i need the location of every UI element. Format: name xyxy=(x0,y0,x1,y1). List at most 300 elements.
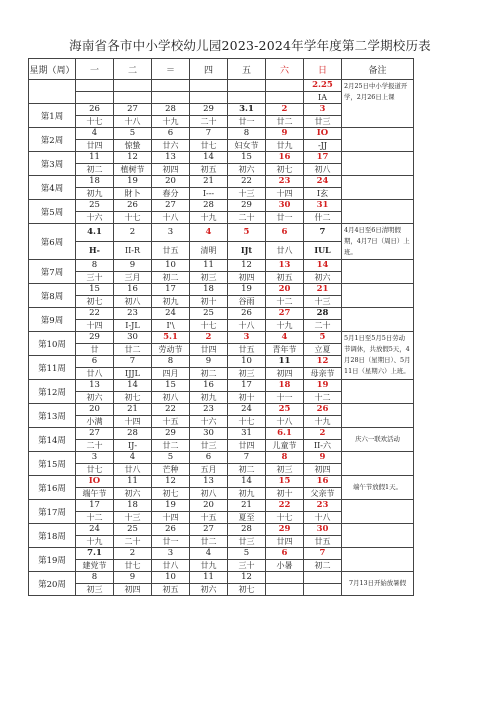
lunar-cell: 十四 xyxy=(266,188,304,200)
lunar-cell: 初八 xyxy=(114,296,152,308)
lunar-cell: I-JL xyxy=(114,320,152,332)
lunar-cell: 初十 xyxy=(190,296,228,308)
week-row-dates xyxy=(29,176,414,188)
lunar-cell: 初十 xyxy=(266,488,304,500)
date-cell: 11 xyxy=(76,152,114,164)
lunar-cell: 十二 xyxy=(266,296,304,308)
lunar-cell: 初九 xyxy=(152,296,190,308)
date-cell: 17 xyxy=(76,500,114,512)
week-label: 第8周 xyxy=(29,284,76,308)
date-cell: 27 xyxy=(76,428,114,440)
date-cell: 30 xyxy=(190,428,228,440)
date-cell: 24 xyxy=(304,176,342,188)
lunar-cell: 廿 xyxy=(76,344,114,356)
empty-lunar-cell xyxy=(114,92,152,104)
lunar-cell: 初二 xyxy=(190,368,228,380)
lunar-cell: H- xyxy=(76,242,114,260)
week-row-dates xyxy=(29,572,414,584)
lunar-cell: 十八 xyxy=(304,512,342,524)
date-cell: 16 xyxy=(266,152,304,164)
week-label: 第12周 xyxy=(29,380,76,404)
lunar-cell: 十七 xyxy=(190,320,228,332)
date-cell: 12 xyxy=(228,572,266,584)
date-cell: 9 xyxy=(190,356,228,368)
date-cell: 4 xyxy=(190,548,228,560)
lunar-cell: 十六 xyxy=(190,416,228,428)
date-cell xyxy=(304,572,342,584)
date-cell: 24 xyxy=(76,524,114,536)
week-label: 第14周 xyxy=(29,428,76,452)
date-cell: 9 xyxy=(304,452,342,464)
week-label: 第3周 xyxy=(29,152,76,176)
empty-date-cell xyxy=(152,80,190,92)
week-label: 第15周 xyxy=(29,452,76,476)
date-cell: 11 xyxy=(190,260,228,272)
lunar-cell: 夏至 xyxy=(228,512,266,524)
lunar-cell: 初四 xyxy=(152,164,190,176)
date-cell: 23 xyxy=(266,176,304,188)
date-cell: 29 xyxy=(152,428,190,440)
date-cell: 11 xyxy=(114,476,152,488)
date-cell: 2 xyxy=(114,224,152,242)
header-wed: ＝ xyxy=(152,59,190,80)
lunar-cell: 廿七 xyxy=(114,560,152,572)
week-label: 第4周 xyxy=(29,176,76,200)
date-cell: 5 xyxy=(228,224,266,242)
lunar-cell: 廿一 xyxy=(228,116,266,128)
date-cell: 22 xyxy=(266,500,304,512)
lunar-cell: 十四 xyxy=(114,416,152,428)
lunar-cell: 初二 xyxy=(76,164,114,176)
lunar-cell: 初四 xyxy=(266,368,304,380)
lunar-cell: 廿四 xyxy=(228,440,266,452)
week-row-dates xyxy=(29,404,414,416)
lunar-cell: -JJ xyxy=(304,140,342,152)
date-cell: 4 xyxy=(190,224,228,242)
lunar-cell: 初三 xyxy=(228,368,266,380)
week-label: 第17周 xyxy=(29,500,76,524)
lunar-cell: 初四 xyxy=(228,272,266,284)
date-cell: 10 xyxy=(152,572,190,584)
lunar-cell: 二十 xyxy=(228,212,266,224)
week-label-empty xyxy=(29,80,76,104)
date-cell: 30 xyxy=(266,200,304,212)
lunar-cell: 二十 xyxy=(76,440,114,452)
lunar-cell: 十一 xyxy=(266,392,304,404)
note-n6: 4月4日至6日清明假期，4月7日（周日）上班。 xyxy=(342,224,414,260)
lunar-cell: 二十 xyxy=(114,536,152,548)
note-empty xyxy=(342,524,414,548)
lunar-cell: IJ- xyxy=(114,440,152,452)
date-cell: 26 xyxy=(228,308,266,320)
date-cell: 7 xyxy=(304,548,342,560)
lunar-cell: 十七 xyxy=(266,512,304,524)
lunar-cell: 初六 xyxy=(190,584,228,596)
date-cell: 5 xyxy=(304,332,342,344)
date-cell: 2 xyxy=(266,104,304,116)
date-cell: 15 xyxy=(228,152,266,164)
lunar-cell: 廿八 xyxy=(266,242,304,260)
date-cell: 2.25 xyxy=(304,80,342,92)
lunar-cell: 廿七 xyxy=(76,464,114,476)
date-cell: 3.1 xyxy=(228,104,266,116)
date-cell: 12 xyxy=(228,260,266,272)
date-cell: 11 xyxy=(266,356,304,368)
date-cell: 19 xyxy=(114,176,152,188)
lunar-cell: 谷雨 xyxy=(228,296,266,308)
note-week-1: 2月25日中小学报道开学，2月26日上课 xyxy=(342,80,414,128)
date-cell: 19 xyxy=(228,284,266,296)
date-cell: 25 xyxy=(114,524,152,536)
week-row-dates xyxy=(29,380,414,392)
lunar-cell: 十五 xyxy=(190,512,228,524)
lunar-cell: 廿四 xyxy=(76,140,114,152)
lunar-cell: 立夏 xyxy=(304,344,342,356)
note-empty xyxy=(342,404,414,428)
note-empty xyxy=(342,308,414,332)
week-row-dates xyxy=(29,428,414,440)
lunar-cell: 廿七 xyxy=(190,140,228,152)
date-cell: 18 xyxy=(76,176,114,188)
note-empty xyxy=(342,176,414,200)
lunar-cell: 初三 xyxy=(190,272,228,284)
date-cell: 16 xyxy=(114,284,152,296)
week-row-dates xyxy=(29,476,414,488)
lunar-cell: IA xyxy=(304,92,342,104)
date-cell: 3 xyxy=(76,452,114,464)
note-empty xyxy=(342,200,414,224)
lunar-cell: 初七 xyxy=(152,488,190,500)
note-n20: 7月13日开始放暑假 xyxy=(342,572,414,596)
date-cell: 27 xyxy=(266,308,304,320)
date-cell: 29 xyxy=(266,524,304,536)
lunar-cell: 十六 xyxy=(76,212,114,224)
lunar-cell: 廿三 xyxy=(228,536,266,548)
date-cell: 6 xyxy=(266,548,304,560)
lunar-cell: 劳动节 xyxy=(152,344,190,356)
date-cell: 18 xyxy=(114,500,152,512)
lunar-cell: 儿童节 xyxy=(266,440,304,452)
lunar-cell: 廿五 xyxy=(228,344,266,356)
note-empty xyxy=(342,152,414,176)
lunar-cell: 小满 xyxy=(76,416,114,428)
date-cell: 26 xyxy=(304,404,342,416)
date-cell: 13 xyxy=(190,476,228,488)
lunar-cell: 春分 xyxy=(152,188,190,200)
note-empty xyxy=(342,380,414,404)
date-cell: 6 xyxy=(190,452,228,464)
note-empty xyxy=(342,260,414,284)
date-cell: 16 xyxy=(190,380,228,392)
week-label: 第10周 xyxy=(29,332,76,356)
lunar-cell: 十九 xyxy=(152,116,190,128)
lunar-cell: 初五 xyxy=(152,584,190,596)
lunar-cell: 初六 xyxy=(76,392,114,404)
lunar-cell: 初九 xyxy=(190,392,228,404)
lunar-cell: 十二 xyxy=(304,392,342,404)
lunar-cell: 什二 xyxy=(304,212,342,224)
date-cell: 28 xyxy=(114,428,152,440)
date-cell: 4 xyxy=(266,332,304,344)
date-cell: 23 xyxy=(114,308,152,320)
date-cell: 15 xyxy=(76,284,114,296)
lunar-cell: IUL xyxy=(304,242,342,260)
date-cell: IO xyxy=(304,128,342,140)
date-cell: 4.1 xyxy=(76,224,114,242)
lunar-cell: 廿二 xyxy=(190,536,228,548)
week-label: 第1周 xyxy=(29,104,76,128)
header-thu: 四 xyxy=(190,59,228,80)
lunar-cell: 十八 xyxy=(228,320,266,332)
row-prelude-dates xyxy=(29,80,414,92)
lunar-cell: 十七 xyxy=(228,416,266,428)
lunar-cell: 初三 xyxy=(76,584,114,596)
week-row-dates xyxy=(29,260,414,272)
lunar-cell: 十九 xyxy=(304,416,342,428)
date-cell: 27 xyxy=(152,200,190,212)
empty-date-cell xyxy=(228,80,266,92)
lunar-cell: 父亲节 xyxy=(304,488,342,500)
lunar-cell: 初八 xyxy=(304,164,342,176)
date-cell: 15 xyxy=(152,380,190,392)
lunar-cell: 小暑 xyxy=(266,560,304,572)
lunar-cell: 芒种 xyxy=(152,464,190,476)
date-cell: 5.1 xyxy=(152,332,190,344)
week-label: 第9周 xyxy=(29,308,76,332)
week-label: 第7周 xyxy=(29,260,76,284)
lunar-cell: 三十 xyxy=(228,560,266,572)
lunar-cell: 初四 xyxy=(114,584,152,596)
lunar-cell: 初七 xyxy=(266,164,304,176)
lunar-cell: 十九 xyxy=(76,536,114,548)
empty-date-cell xyxy=(114,80,152,92)
date-cell: 2 xyxy=(304,428,342,440)
date-cell: 20 xyxy=(152,176,190,188)
date-cell: 21 xyxy=(114,404,152,416)
lunar-cell: 初九 xyxy=(228,488,266,500)
date-cell: 29 xyxy=(76,332,114,344)
note-n10: 5月1日至5月5日劳动节调休，共放假5天，4月28日（星期日）、5月11日（星期六）上班。 xyxy=(342,332,414,380)
lunar-cell: 十三 xyxy=(228,188,266,200)
date-cell: 20 xyxy=(190,500,228,512)
lunar-cell: 廿一 xyxy=(152,536,190,548)
date-cell: 18 xyxy=(190,284,228,296)
lunar-cell: 初二 xyxy=(228,464,266,476)
lunar-cell: 十二 xyxy=(76,512,114,524)
empty-lunar-cell xyxy=(266,92,304,104)
date-cell: 20 xyxy=(76,404,114,416)
lunar-cell: 惊蛰 xyxy=(114,140,152,152)
week-row-dates xyxy=(29,308,414,320)
lunar-cell: 四月 xyxy=(152,368,190,380)
date-cell: 8 xyxy=(228,128,266,140)
lunar-cell: 廿八 xyxy=(114,464,152,476)
date-cell: 17 xyxy=(304,152,342,164)
school-calendar-table xyxy=(28,58,414,596)
date-cell: 23 xyxy=(304,500,342,512)
date-cell: 8 xyxy=(76,260,114,272)
lunar-cell: 二十 xyxy=(190,116,228,128)
date-cell: 25 xyxy=(266,404,304,416)
lunar-cell: I'\ xyxy=(152,320,190,332)
empty-lunar-cell xyxy=(228,92,266,104)
lunar-cell: 三月 xyxy=(114,272,152,284)
date-cell: 22 xyxy=(76,308,114,320)
date-cell: 3 xyxy=(152,224,190,242)
date-cell: 21 xyxy=(228,500,266,512)
date-cell: 4 xyxy=(114,452,152,464)
header-sun: 日 xyxy=(304,59,342,80)
week-row-dates xyxy=(29,284,414,296)
lunar-cell: 初七 xyxy=(228,584,266,596)
date-cell: 12 xyxy=(304,356,342,368)
date-cell: 3 xyxy=(228,332,266,344)
lunar-cell: 端午节 xyxy=(76,488,114,500)
week-row-dates xyxy=(29,452,414,464)
date-cell: 22 xyxy=(228,176,266,188)
date-cell: 8 xyxy=(152,356,190,368)
date-cell: 25 xyxy=(190,308,228,320)
note-empty xyxy=(342,500,414,524)
lunar-cell: 廿九 xyxy=(190,560,228,572)
date-cell: 6.1 xyxy=(266,428,304,440)
date-cell: 10 xyxy=(228,356,266,368)
lunar-cell: 初八 xyxy=(190,488,228,500)
date-cell: 28 xyxy=(304,308,342,320)
date-cell: 28 xyxy=(152,104,190,116)
header-fri: 五 xyxy=(228,59,266,80)
lunar-cell: 十五 xyxy=(152,416,190,428)
week-label: 第19周 xyxy=(29,548,76,572)
date-cell: 5 xyxy=(114,128,152,140)
lunar-cell: 初十 xyxy=(228,392,266,404)
lunar-cell: II-R xyxy=(114,242,152,260)
week-label: 第2周 xyxy=(29,128,76,152)
date-cell: 7 xyxy=(190,128,228,140)
date-cell: 6 xyxy=(152,128,190,140)
lunar-cell: 十七 xyxy=(114,212,152,224)
week-row-dates xyxy=(29,152,414,164)
header-mon: 一 xyxy=(76,59,114,80)
date-cell: 6 xyxy=(266,224,304,242)
week-row-dates xyxy=(29,500,414,512)
date-cell: 17 xyxy=(228,380,266,392)
header-row xyxy=(29,59,414,80)
empty-lunar-cell xyxy=(190,92,228,104)
date-cell: 30 xyxy=(304,524,342,536)
date-cell: 13 xyxy=(152,152,190,164)
week-label: 第20周 xyxy=(29,572,76,596)
calendar-body xyxy=(29,80,414,596)
week-label: 第5周 xyxy=(29,200,76,224)
date-cell: 21 xyxy=(190,176,228,188)
date-cell: 24 xyxy=(228,404,266,416)
date-cell: 29 xyxy=(228,200,266,212)
week-label: 第16周 xyxy=(29,476,76,500)
lunar-cell: 初六 xyxy=(114,488,152,500)
lunar-cell: 十九 xyxy=(266,320,304,332)
date-cell: 15 xyxy=(266,476,304,488)
lunar-cell: 十四 xyxy=(152,512,190,524)
lunar-cell xyxy=(266,584,304,596)
week-row-dates xyxy=(29,224,414,242)
note-empty xyxy=(342,548,414,572)
lunar-cell: 初二 xyxy=(152,272,190,284)
lunar-cell: 十八 xyxy=(152,212,190,224)
date-cell: 18 xyxy=(266,380,304,392)
date-cell: 8 xyxy=(266,452,304,464)
week-row-dates xyxy=(29,332,414,344)
date-cell: 23 xyxy=(190,404,228,416)
lunar-cell: 清明 xyxy=(190,242,228,260)
note-empty xyxy=(342,452,414,476)
date-cell: 5 xyxy=(228,548,266,560)
date-cell: 13 xyxy=(76,380,114,392)
date-cell: 26 xyxy=(114,200,152,212)
lunar-cell: 十八 xyxy=(266,416,304,428)
lunar-cell: 建党节 xyxy=(76,560,114,572)
week-row-dates xyxy=(29,548,414,560)
date-cell: 21 xyxy=(304,284,342,296)
lunar-cell: 初五 xyxy=(190,164,228,176)
date-cell: 11 xyxy=(190,572,228,584)
date-cell: 3 xyxy=(304,104,342,116)
date-cell: 31 xyxy=(228,428,266,440)
lunar-cell: I玄 xyxy=(304,188,342,200)
lunar-cell: 植树节 xyxy=(114,164,152,176)
date-cell: 14 xyxy=(114,380,152,392)
lunar-cell: 初六 xyxy=(304,272,342,284)
date-cell: 9 xyxy=(114,572,152,584)
date-cell: 2 xyxy=(114,548,152,560)
date-cell: 29 xyxy=(190,104,228,116)
lunar-cell: 青年节 xyxy=(266,344,304,356)
date-cell: 7 xyxy=(228,452,266,464)
lunar-cell: 三十 xyxy=(76,272,114,284)
lunar-cell: II-六 xyxy=(304,440,342,452)
empty-date-cell xyxy=(266,80,304,92)
page-title: 海南省各市中小学校幼儿园2023-2024年学年度第二学期校历表 xyxy=(69,38,431,53)
lunar-cell: 十三 xyxy=(304,296,342,308)
lunar-cell: 十九 xyxy=(190,212,228,224)
lunar-cell: 廿三 xyxy=(190,440,228,452)
lunar-cell: 廿四 xyxy=(266,536,304,548)
week-row-dates xyxy=(29,524,414,536)
lunar-cell: 十八 xyxy=(114,116,152,128)
date-cell: 16 xyxy=(304,476,342,488)
note-empty xyxy=(342,128,414,152)
lunar-cell: 財卜 xyxy=(114,188,152,200)
date-cell: 9 xyxy=(266,128,304,140)
lunar-cell: IJJL xyxy=(114,368,152,380)
date-cell: 13 xyxy=(266,260,304,272)
lunar-cell: IJt xyxy=(228,242,266,260)
date-cell xyxy=(266,572,304,584)
date-cell: 14 xyxy=(228,476,266,488)
date-cell: 26 xyxy=(76,104,114,116)
note-empty xyxy=(342,284,414,308)
week-label: 第11周 xyxy=(29,356,76,380)
date-cell: 12 xyxy=(114,152,152,164)
week-label: 第6周 xyxy=(29,224,76,260)
lunar-cell: 廿五 xyxy=(304,536,342,548)
lunar-cell: 廿一 xyxy=(266,212,304,224)
lunar-cell: 五月 xyxy=(190,464,228,476)
header-notes: 备注 xyxy=(342,59,414,80)
date-cell: 20 xyxy=(266,284,304,296)
lunar-cell: 母亲节 xyxy=(304,368,342,380)
lunar-cell: 廿六 xyxy=(152,140,190,152)
